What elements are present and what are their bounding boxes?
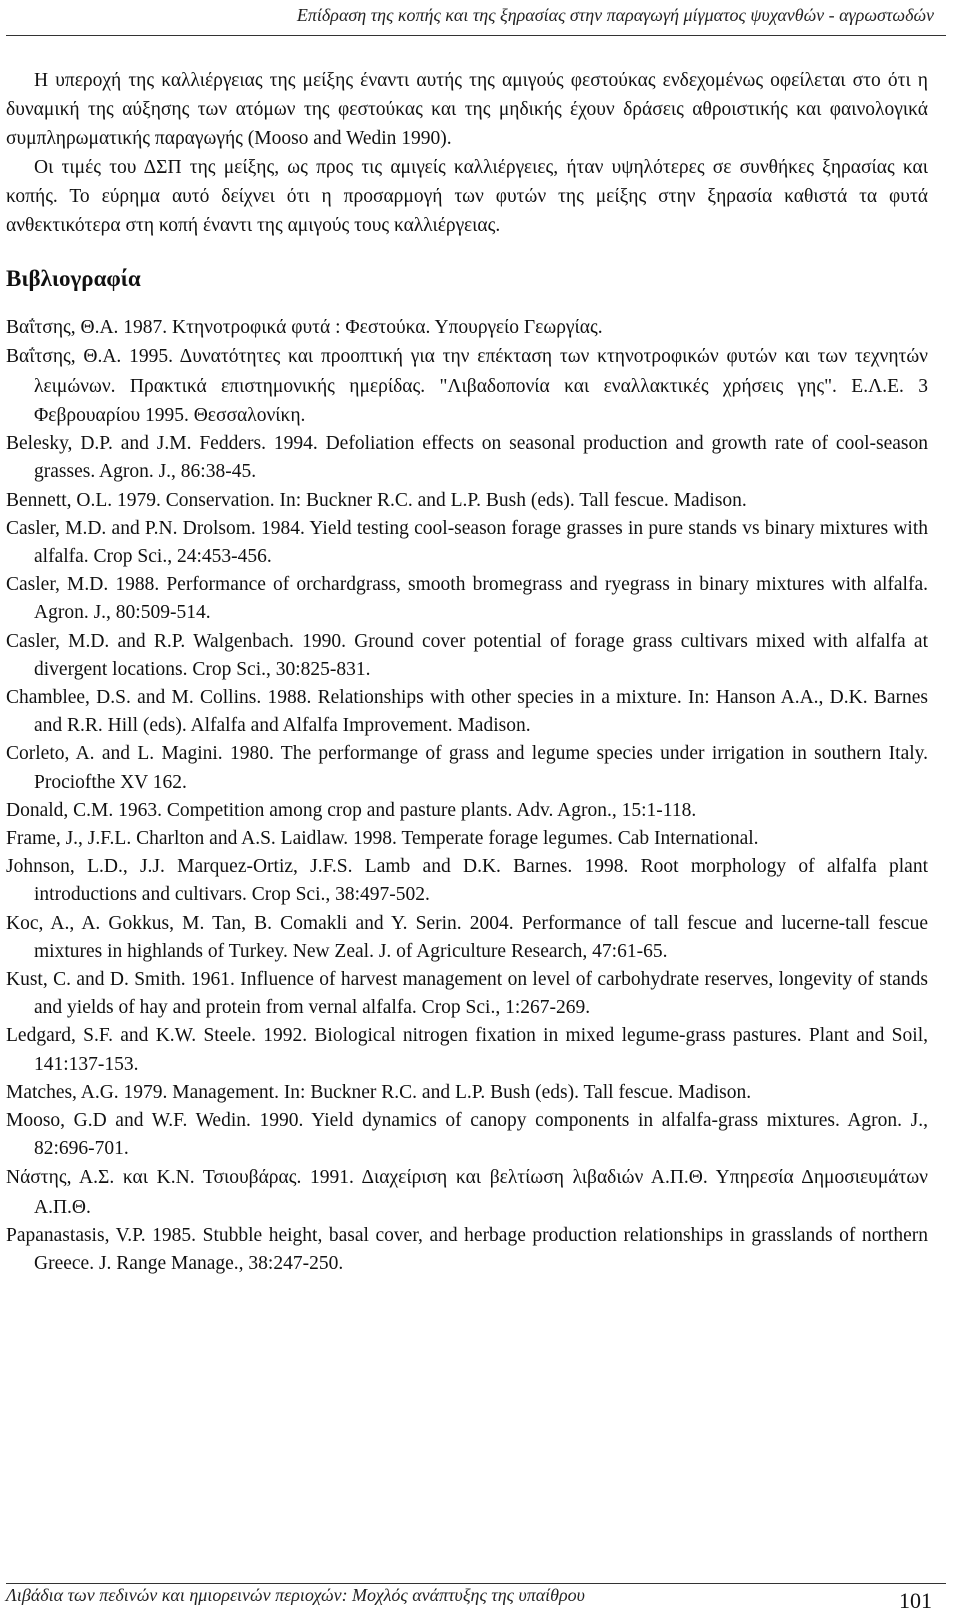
reference-list: [6, 313, 928, 1278]
reference-item: Casler, M.D. and P.N. Drolsom. 1984. Yield testing cool-season forage grasses in pure stands vs binary mixtures with alfalfa. Crop Sci., 24:453-456.: [6, 517, 928, 567]
reference-item: Frame, J., J.F.L. Charlton and A.S. Laidlaw. 1998. Temperate forage legumes. Cab International.: [6, 828, 759, 850]
reference-item: Kust, C. and D. Smith. 1961. Influence of harvest management on level of carbohydrate reserves, longevity of stands and yields of hay and protein from vernal alfalfa. Crop Sci., 1:267-269.: [6, 969, 928, 1019]
page-body: [6, 66, 928, 1278]
footer-rule: [6, 1583, 946, 1584]
header-rule: [6, 35, 946, 36]
reference-item: Chamblee, D.S. and M. Collins. 1988. Relationships with other species in a mixture. In: Hanson A.A., D.K. Barnes and R.R. Hill (eds). Alfalfa and Alfalfa Improvement. Madison.: [6, 687, 928, 737]
reference-item: Papanastasis, V.P. 1985. Stubble height, basal cover, and herbage production relationships in grasslands of northern Greece. J. Range Manage., 38:247-250.: [6, 1225, 928, 1275]
reference-item: Koc, A., A. Gokkus, M. Tan, B. Comakli and Y. Serin. 2004. Performance of tall fescue and lucerne-tall fescue mixtures in highlands of Turkey. New Zeal. J. of Agriculture Research, 47:61-65.: [6, 912, 928, 962]
reference-item: Νάστης, Α.Σ. και Κ.Ν. Τσιουβάρας. 1991. Διαχείριση και βελτίωση λιβαδιών Α.Π.Θ. Υπηρεσία Δημοσιευμάτων Α.Π.Θ.: [6, 1167, 928, 1218]
footer-series-title: Λιβάδια των πεδινών και ημιορεινών περιοχών: Μοχλός ανάπτυξης της υπαίθρου: [6, 1585, 585, 1605]
body-paragraph: Η υπεροχή της καλλιέργειας της μείξης έναντι αυτής της αμιγούς φεστούκας ενδεχομένως οφείλεται στο ότι η δυναμική της αύξησης των ατόμων της φεστούκας και της μηδικής έχουν δράσεις αθροιστικής και φαινολογικά συμπληρωματικής παραγωγής (Mooso and Wedin 1990).: [6, 70, 928, 149]
running-header: Επίδραση της κοπής και της ξηρασίας στην παραγωγή μίγματος ψυχανθών - αγρωστωδών: [296, 5, 934, 25]
reference-item: Ledgard, S.F. and K.W. Steele. 1992. Biological nitrogen fixation in mixed legume-grass pastures. Plant and Soil, 141:137-153.: [6, 1025, 928, 1075]
reference-item: Matches, A.G. 1979. Management. In: Buckner R.C. and L.P. Bush (eds). Tall fescue. Madison.: [6, 1081, 752, 1103]
references-heading: Βιβλιογραφία: [6, 266, 141, 291]
reference-item: Casler, M.D. and R.P. Walgenbach. 1990. Ground cover potential of forage grass cultivars mixed with alfalfa at divergent locations. Crop Sci., 30:825-831.: [6, 630, 928, 680]
reference-item: Mooso, G.D and W.F. Wedin. 1990. Yield dynamics of canopy components in alfalfa-grass mixtures. Agron. J., 82:696-701.: [6, 1110, 928, 1160]
reference-item: Bennett, O.L. 1979. Conservation. In: Buckner R.C. and L.P. Bush (eds). Tall fescue. Madison.: [6, 489, 747, 511]
reference-item: Casler, M.D. 1988. Performance of orchardgrass, smooth bromegrass and ryegrass in binary mixtures with alfalfa. Agron. J., 80:509-514.: [6, 574, 928, 624]
reference-item: Corleto, A. and L. Magini. 1980. The performange of grass and legume species under irrigation in southern Italy. Prociofthe XV 162.: [6, 743, 928, 793]
reference-item: Belesky, D.P. and J.M. Fedders. 1994. Defoliation effects on seasonal production and growth rate of cool-season grasses. Agron. J., 86:38-45.: [6, 433, 928, 483]
reference-item: Βαΐτσης, Θ.Α. 1995. Δυνατότητες και προοπτική για την επέκταση των κτηνοτροφικών φυτών και των τεχνητών λειμώνων. Πρακτικά επιστημονικής ημερίδας. "Λιβαδοπονία και εναλλακτικές χρήσεις γης". Ε.Λ.Ε. 3 Φεβρουαρίου 1995. Θεσσαλονίκη.: [6, 346, 928, 426]
reference-item: Donald, C.M. 1963. Competition among crop and pasture plants. Adv. Agron., 15:1-118.: [6, 799, 697, 821]
page-number: 101: [899, 1588, 932, 1613]
body-paragraph: Οι τιμές του ΔΣΠ της μείξης, ως προς τις αμιγείς καλλιέργειες, ήταν υψηλότερες σε συνθήκες ξηρασίας και κοπής. Το εύρημα αυτό δείχνει ότι η προσαρμογή των φυτών της μείξης στην ξηρασία καθιστά τα φυτά ανθεκτικότερα στη κοπή έναντι της αμιγούς τους καλλιέργειας.: [6, 157, 928, 236]
reference-item: Βαΐτσης, Θ.Α. 1987. Κτηνοτροφικά φυτά : Φεστούκα. Υπουργείο Γεωργίας.: [6, 317, 603, 338]
reference-item: Johnson, L.D., J.J. Marquez-Ortiz, J.F.S. Lamb and D.K. Barnes. 1998. Root morphology of alfalfa plant introductions and cultivars. Crop Sci., 38:497-502.: [6, 856, 928, 906]
